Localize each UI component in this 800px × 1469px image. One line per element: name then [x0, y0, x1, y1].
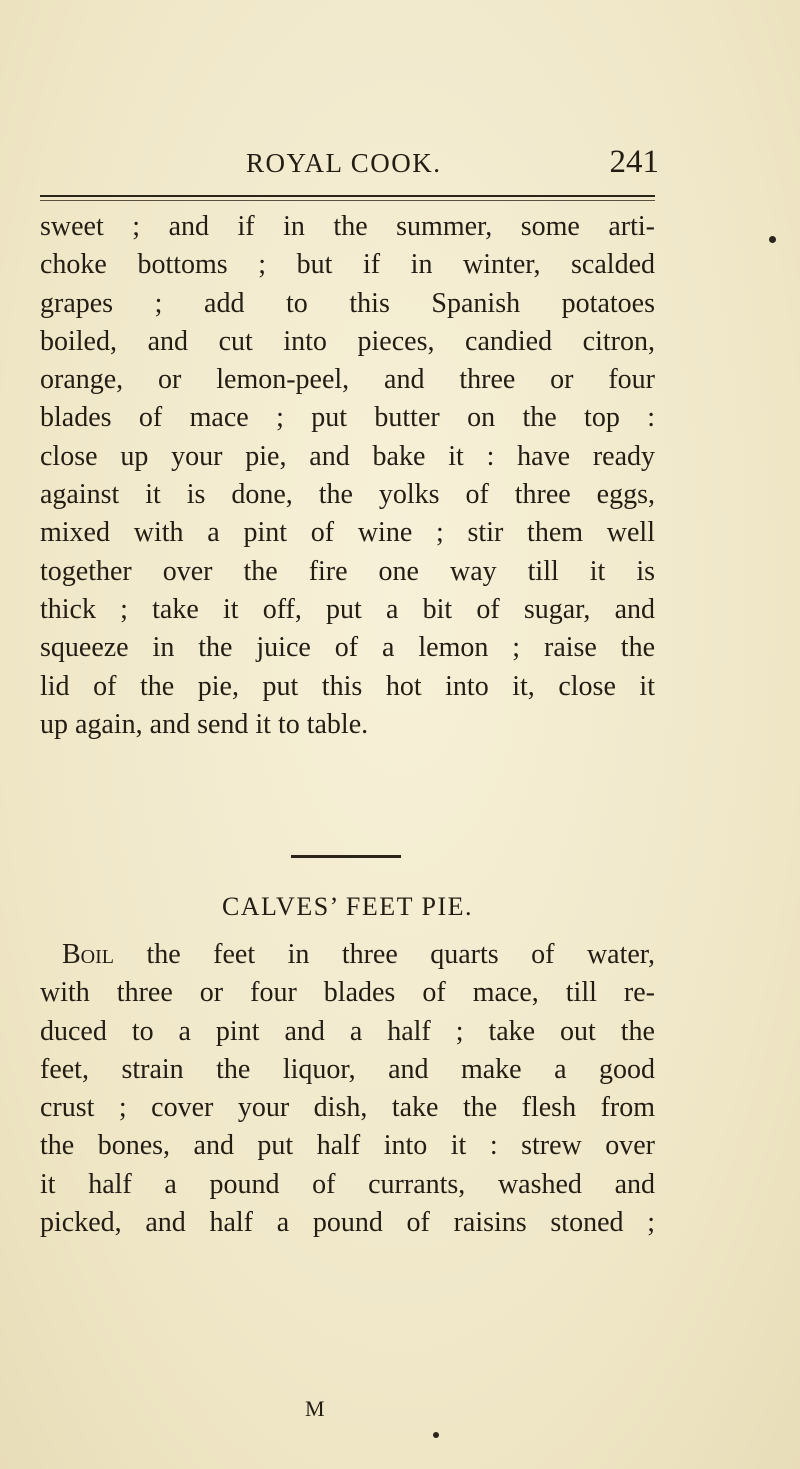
text-line: up again, and send it to table. — [40, 708, 369, 740]
text-line: close up your pie, and bake it : have ready — [40, 440, 655, 472]
text-line: feet, strain the liquor, and make a good — [40, 1053, 655, 1085]
text-line: together over the fire one way till it is — [40, 555, 655, 587]
text-line: boiled, and cut into pieces, candied citron, — [40, 325, 655, 357]
text-line: picked, and half a pound of raisins stoned ; — [40, 1207, 655, 1239]
text-line: the bones, and put half into it : strew over — [40, 1130, 655, 1162]
signature-mark: M — [305, 1396, 326, 1421]
text-line: against it is done, the yolks of three eggs, — [40, 479, 655, 511]
text-line: lid of the pie, put this hot into it, close it — [40, 670, 655, 702]
text-line: crust ; cover your dish, take the flesh from — [40, 1092, 655, 1124]
page-number: 241 — [609, 144, 659, 180]
text-line: choke bottoms ; but if in winter, scalded — [40, 249, 655, 281]
text-line: thick ; take it off, put a bit of sugar, and — [40, 593, 655, 625]
text-line: grapes ; add to this Spanish potatoes — [40, 287, 655, 319]
text-line-first — [40, 936, 655, 974]
text-line: orange, or lemon-peel, and three or four — [40, 364, 655, 396]
text-line: it half a pound of currants, washed and — [40, 1168, 655, 1200]
text-line: mixed with a pint of wine ; stir them well — [40, 517, 655, 549]
text-line: sweet ; and if in the summer, some arti- — [40, 211, 655, 242]
ink-spot — [433, 1432, 439, 1438]
ink-spot — [769, 236, 776, 243]
opening-word: Boil — [62, 939, 114, 970]
text-line: duced to a pint and a half ; take out the — [40, 1015, 655, 1047]
section-title: CALVES’ FEET PIE. — [221, 892, 474, 921]
text-line: with three or four blades of mace, till re- — [40, 977, 655, 1009]
header-rule — [40, 195, 655, 197]
paragraph-1 — [40, 208, 655, 744]
first-line-rest: the feet in three quarts of water, — [114, 939, 655, 970]
section-divider — [291, 855, 401, 858]
running-head: ROYAL COOK. — [246, 148, 442, 178]
text-line: squeeze in the juice of a lemon ; raise the — [40, 632, 655, 664]
page-header — [40, 144, 659, 188]
text-line: blades of mace ; put butter on the top : — [40, 402, 655, 434]
paragraph-2 — [40, 936, 655, 1242]
